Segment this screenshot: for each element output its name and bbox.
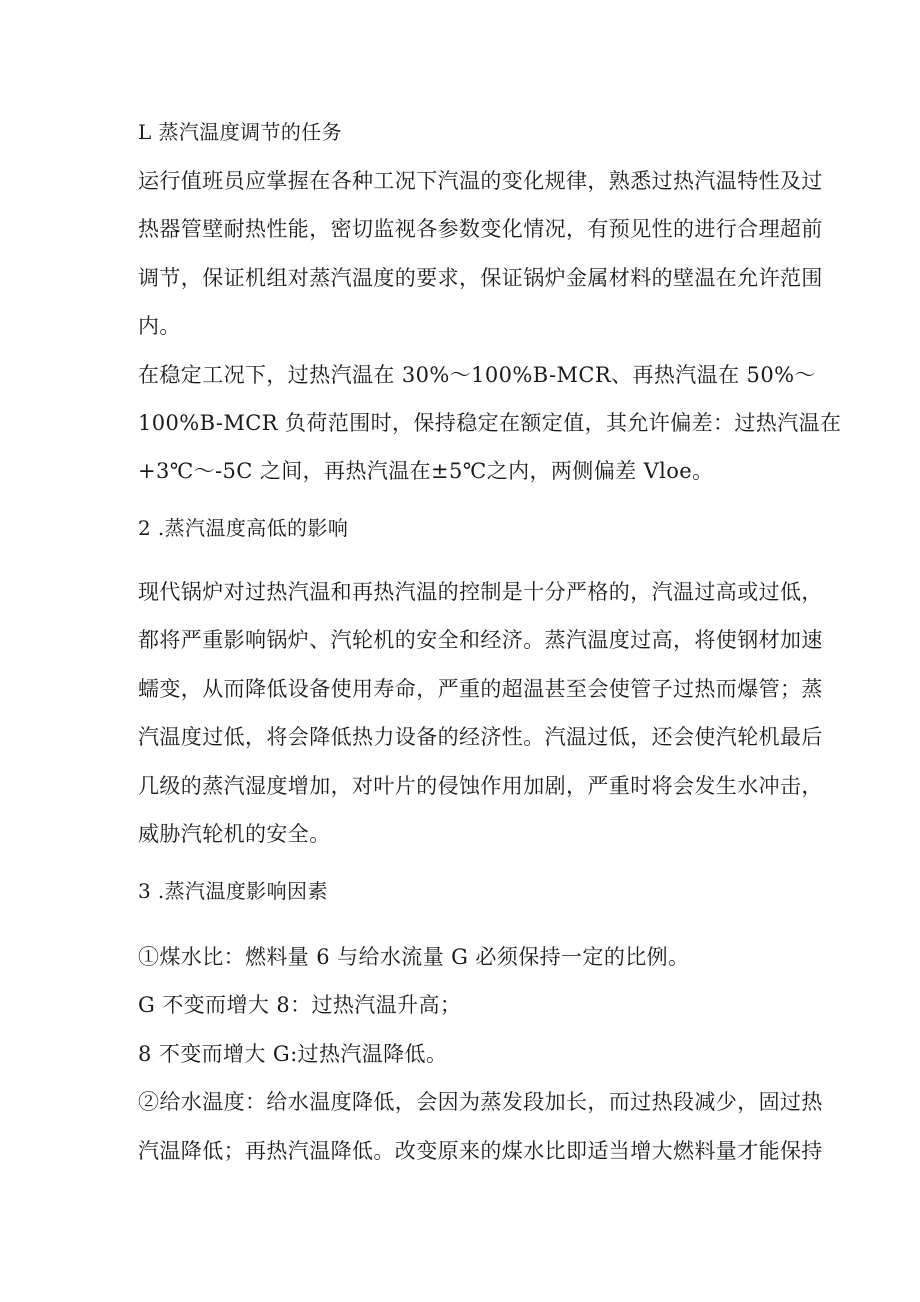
section2-heading: 2 .蒸汽温度高低的影响: [138, 516, 349, 540]
section2-para-line1: 现代锅炉对过热汽温和再热汽温的控制是十分严格的，汽温过高或过低，: [138, 580, 823, 604]
section1-para1-line2: 热器管壁耐热性能，密切监视各参数变化情况，有预见性的进行合理超前: [138, 217, 823, 241]
section2-para-line5: 几级的蒸汽湿度增加，对叶片的侵蚀作用加剧，严重时将会发生水冲击，: [138, 774, 823, 798]
section1-para1-line3: 调节，保证机组对蒸汽温度的要求，保证锅炉金属材料的壁温在允许范围: [138, 266, 823, 290]
section1-para1-line1: 运行值班员应掌握在各种工况下汽温的变化规律，熟悉过热汽温特性及过: [138, 169, 823, 193]
section1-para1-line4: 内。: [138, 314, 181, 338]
section3-item1-a: G 不变而增大 8：过热汽温升高；: [138, 993, 462, 1017]
section1-para2-line3: +3℃～-5C 之间，再热汽温在±5℃之内，两侧偏差 Vloe。: [138, 459, 714, 483]
section3-item1-b: 8 不变而增大 G:过热汽温降低。: [138, 1042, 448, 1066]
section2-para-line4: 汽温度过低，将会降低热力设备的经济性。汽温过低，还会使汽轮机最后: [138, 725, 823, 749]
section2-para-line3: 蠕变，从而降低设备使用寿命，严重的超温甚至会使管子过热而爆管；蒸: [138, 677, 823, 701]
section2-para-line2: 都将严重影响锅炉、汽轮机的安全和经济。蒸汽温度过高，将使钢材加速: [138, 628, 823, 652]
section3-item2-line2: 汽温降低；再热汽温降低。改变原来的煤水比即适当增大燃料量才能保持: [138, 1139, 823, 1163]
section3-item1: ①煤水比：燃料量 6 与给水流量 G 必须保持一定的比例。: [138, 945, 690, 969]
section3-item2-line1: ②给水温度：给水温度降低，会因为蒸发段加长，而过热段减少，固过热: [138, 1090, 823, 1114]
section1-heading: L 蒸汽温度调节的任务: [138, 120, 343, 144]
section1-para2-line1: 在稳定工况下，过热汽温在 30%～100%B-MCR、再热汽温在 50%～: [138, 363, 816, 387]
section3-heading: 3 .蒸汽温度影响因素: [138, 879, 328, 903]
section1-para2-line2: 100%B-MCR 负荷范围时，保持稳定在额定值，其允许偏差：过热汽温在: [138, 411, 842, 435]
section2-para-line6: 威胁汽轮机的安全。: [138, 822, 331, 846]
